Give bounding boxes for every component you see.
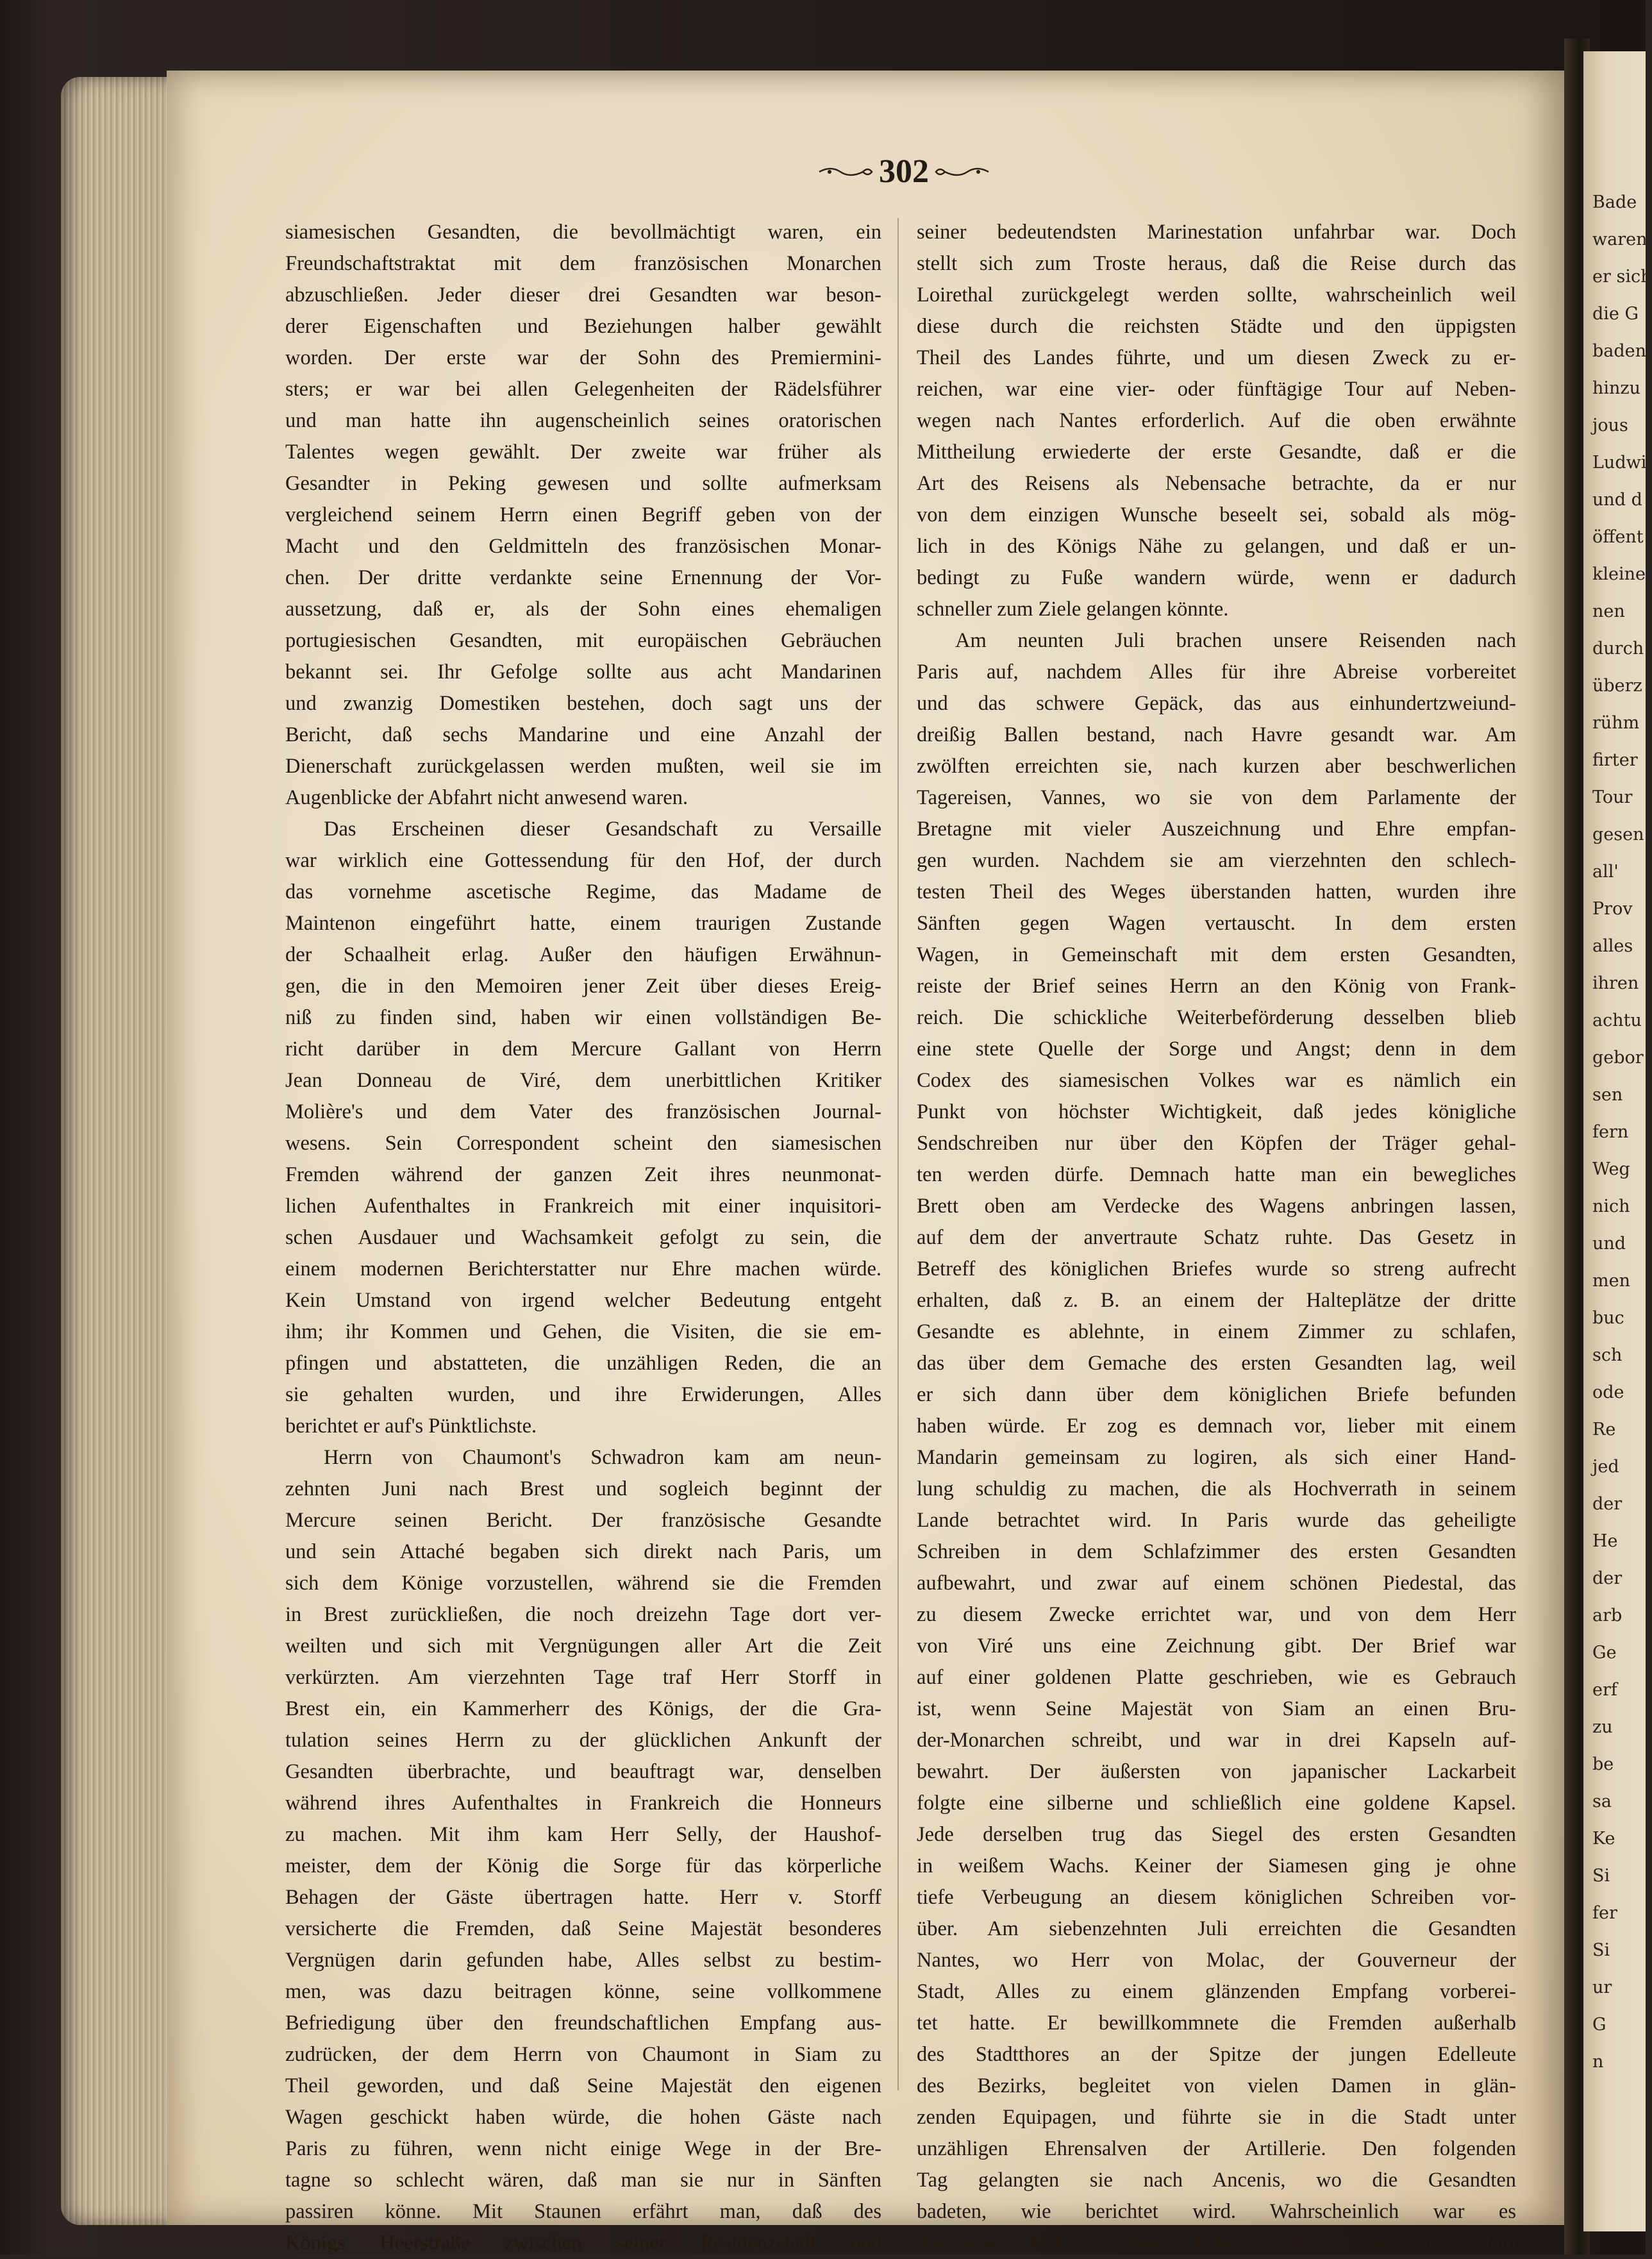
text-line: Mittheilung erwiederte der erste Gesandte, daß er die [917,441,1516,464]
next-page-fragment: und [1592,1234,1626,1254]
next-page-fragment: gesen [1592,825,1644,844]
text-line: sich dem Könige vorzustellen, während sie die Fremden [285,1572,881,1595]
next-page-fragment: baden, [1592,341,1652,361]
text-line: ist, wenn Seine Majestät von Siam an einen Bru- [917,1697,1516,1720]
next-page-fragment: sen [1592,1085,1623,1105]
text-line: und man hatte ihn augenscheinlich seines oratorischen [285,409,881,432]
text-line: richt darüber in dem Mercure Gallant von Herrn [285,1037,881,1061]
text-line: tiefe Verbeugung an diesem königlichen Schreiben vor- [917,1886,1516,1909]
text-line: reich. Die schickliche Weiterbeförderung desselben blieb [917,1006,1516,1029]
text-line: Lande betrachtet wird. In Paris wurde das geheiligte [917,1509,1516,1532]
text-line: niß zu finden sind, haben wir einen vollständigen Be- [285,1006,881,1029]
text-line: Befriedigung über den freundschaftlichen Empfang aus- [285,2011,881,2035]
text-line: bedingt zu Fuße wandern würde, wenn er dadurch [917,566,1516,589]
text-line: siamesischen Gesandten, die bevollmächtigt waren, ein [285,221,881,244]
text-line: auf einer goldenen Platte geschrieben, wie es Gebrauch [917,1666,1516,1689]
next-page-fragment: ode [1592,1382,1624,1402]
ornament-left-icon [818,162,876,181]
next-page-fragment: fer [1592,1903,1617,1923]
next-page-fragment: ihren [1592,973,1639,993]
text-line: einem modernen Berichterstatter nur Ehre machen würde. [285,1257,881,1281]
text-line: gen wurden. Nachdem sie am vierzehnten den schlech- [917,849,1516,872]
text-line: wesens. Sein Correspondent scheint den siamesischen [285,1132,881,1155]
text-line: worden. Der erste war der Sohn des Premiermini- [285,346,881,369]
text-line: Vergnügen darin gefunden habe, Alles selbst zu bestim- [285,1949,881,1972]
next-page-fragment: der [1592,1568,1623,1588]
text-line: Talentes wegen gewählt. Der zweite war früher als [285,441,881,464]
text-line: eine stete Quelle der Sorge und Angst; denn in dem [917,1037,1516,1061]
text-line: sters; er war bei allen Gelegenheiten der Rädelsführer [285,378,881,401]
next-page-fragment: He [1592,1531,1618,1551]
text-line: tulation seines Herrn zu der glücklichen Ankunft der [285,1729,881,1752]
next-page-fragment: ur [1592,1978,1612,1997]
text-line: Theil des Landes führte, und um diesen Zweck zu er- [917,346,1516,369]
text-line: abzuschließen. Jeder dieser drei Gesandten war beson- [285,283,881,307]
text-line: Paris auf, nachdem Alles für ihre Abreise vorbereitet [917,660,1516,684]
text-line: Das Erscheinen dieser Gesandschaft zu Versaille [324,818,881,841]
next-page-fragment: Si [1592,1866,1610,1886]
text-line: er sich dann über dem königlichen Briefe befunden [917,1383,1516,1406]
text-line: das erste Mal in ihrem Leben, daß sie so lange dem [917,2231,1516,2255]
text-line: Wagen, in Gemeinschaft mit dem ersten Gesandten, [917,943,1516,966]
text-line: testen Theil des Weges überstanden hatten, wurden ihre [917,880,1516,903]
text-line: zu machen. Mit ihm kam Herr Selly, der Haushof- [285,1823,881,1846]
text-line: Fremden während der ganzen Zeit ihres neunmonat- [285,1163,881,1186]
text-line: tagne so schlecht wären, daß man sie nur in Sänften [285,2169,881,2192]
text-line: Schreiben in dem Schlafzimmer des ersten Gesandten [917,1540,1516,1563]
next-page-fragment: nen [1592,601,1625,621]
next-page-fragment: all' [1592,862,1619,882]
text-line: war wirklich eine Gottessendung für den Hof, der durch [285,849,881,872]
ornament-right-icon [932,162,990,181]
text-line: Augenblicke der Abfahrt nicht anwesend waren. [285,786,688,809]
next-page-fragment: er sich [1592,267,1652,287]
next-page-fragment: Re [1592,1420,1616,1440]
text-line: das über dem Gemache des ersten Gesandten lag, weil [917,1352,1516,1375]
text-line: Tagereisen, Vannes, wo sie von dem Parlamente der [917,786,1516,809]
text-line: und sein Attaché begaben sich direkt nach Paris, um [285,1540,881,1563]
next-page-fragment: fern [1592,1122,1629,1142]
next-page-fragment: jed [1592,1457,1619,1477]
column-divider [897,218,899,2090]
text-line: Dienerschaft zurückgelassen werden mußten, weil sie im [285,755,881,778]
next-page-fragment: kleine [1592,564,1646,584]
next-page-fragment: sa [1592,1792,1612,1811]
text-line: tet hatte. Er bewillkommnete die Fremden außerhalb [917,2011,1516,2035]
text-column-right [917,217,1516,2259]
text-line: Mandarin gemeinsam zu logiren, als sich einer Hand- [917,1446,1516,1469]
text-line: Gesandter in Peking gewesen und sollte aufmerksam [285,472,881,495]
text-line: Paris zu führen, wenn nicht einige Wege in der Bre- [285,2137,881,2160]
text-line: versicherte die Fremden, daß Seine Majestät besonderes [285,1917,881,1940]
text-line: Gesandten überbrachte, und beauftragt war, denselben [285,1760,881,1783]
text-line: lichen Aufenthaltes in Frankreich mit einer inquisitori- [285,1195,881,1218]
page-edges [61,77,183,2225]
next-page-edge [1583,51,1652,2231]
text-line: Stadt, Alles zu einem glänzenden Empfang vorberei- [917,1980,1516,2003]
text-line: unzähligen Ehrensalven der Artillerie. Den folgenden [917,2137,1516,2160]
text-line: Am neunten Juli brachen unsere Reisenden nach [955,629,1516,652]
text-line: chen. Der dritte verdankte seine Ernennung der Vor- [285,566,881,589]
text-line: Jede derselben trug das Siegel des ersten Gesandten [917,1823,1516,1846]
text-line: auf dem der anvertraute Schatz ruhte. Das Gesetz in [917,1226,1516,1249]
text-line: Art des Reisens als Nebensache betrachte, da er nur [917,472,1516,495]
text-line: bewahrt. Der äußersten von japanischer Lackarbeit [917,1760,1516,1783]
next-page-fragment: sch [1592,1345,1623,1365]
text-line: sie gehalten wurden, und ihre Erwiderungen, Alles [285,1383,881,1406]
text-line: Maintenon eingeführt hatte, einem traurigen Zustande [285,912,881,935]
text-line: Tag gelangten sie nach Ancenis, wo die Gesandten [917,2169,1516,2192]
next-page-fragment: hinzu [1592,378,1641,398]
next-page-fragment: G [1592,2015,1606,2035]
next-page-fragment: zu [1592,1717,1613,1737]
next-page-fragment: nich [1592,1197,1630,1216]
text-line: Bericht, daß sechs Mandarine und eine Anzahl der [285,723,881,746]
next-page-fragment: öffent [1592,527,1644,547]
next-page-fragment: men [1592,1271,1630,1291]
text-line: stellt sich zum Troste heraus, daß die Reise durch das [917,252,1516,275]
next-page-fragment: erf [1592,1680,1617,1700]
text-line: zehnten Juni nach Brest und sogleich beginnt der [285,1477,881,1500]
next-page-fragment: Si [1592,1940,1610,1960]
next-page-fragment: n [1592,2052,1604,2072]
text-line: Brest ein, ein Kammerherr des Königs, der die Gra- [285,1697,881,1720]
next-page-fragment: durch [1592,639,1644,659]
next-page-fragment: arb [1592,1606,1623,1625]
next-page-fragment: Tour [1592,787,1633,807]
text-line: Jean Donneau de Viré, dem unerbittlichen Kritiker [285,1069,881,1092]
next-page-fragment: Ge [1592,1643,1617,1663]
text-line: des Stadtthores an der Spitze der jungen Edelleute [917,2043,1516,2066]
text-line: bekannt sei. Ihr Gefolge sollte aus acht Mandarinen [285,660,881,684]
text-line: der Schaalheit erlag. Außer den häufigen Erwähnun- [285,943,881,966]
text-line: und zwanzig Domestiken bestehen, doch sagt uns der [285,692,881,715]
next-page-fragment: achtu [1592,1011,1642,1030]
text-line: Behagen der Gäste übertragen hatte. Herr v. Storff [285,1886,881,1909]
next-page-fragment: waren [1592,230,1648,249]
text-line: zudrücken, der dem Herrn von Chaumont in Siam zu [285,2043,881,2066]
text-line: Freundschaftstraktat mit dem französischen Monarchen [285,252,881,275]
text-line: der-Monarchen schreibt, und war in drei Kapseln auf- [917,1729,1516,1752]
text-line: Mercure seinen Bericht. Der französische Gesandte [285,1509,881,1532]
text-line: Loirethal zurückgelegt werden sollte, wahrscheinlich weil [917,283,1516,307]
text-line: Nantes, wo Herr von Molac, der Gouverneur der [917,1949,1516,1972]
text-line: aussetzung, daß er, als der Sohn eines ehemaligen [285,598,881,621]
text-line: schen Ausdauer und Wachsamkeit gefolgt zu sein, die [285,1226,881,1249]
text-line: Sendschreiben nur über den Köpfen der Träger gehal- [917,1132,1516,1155]
next-page-fragment: Weg [1592,1159,1630,1179]
text-line: von dem einzigen Wunsche beseelt sei, sobald als mög- [917,503,1516,526]
text-line: das vornehme ascetische Regime, das Madame de [285,880,881,903]
text-line: Molière's und dem Vater des französischen Journal- [285,1100,881,1123]
next-page-fragment: be [1592,1754,1614,1774]
text-line: lung schuldig zu machen, die als Hochverrath in seinem [917,1477,1516,1500]
next-page-fragment: jous [1592,416,1628,435]
text-line: erhalten, daß z. B. an einem der Halteplätze der dritte [917,1289,1516,1312]
text-line: Punkt von höchster Wichtigkeit, daß jedes königliche [917,1100,1516,1123]
text-line: während ihres Aufenthaltes in Frankreich die Honneurs [285,1792,881,1815]
text-line: diese durch die reichsten Städte und den üppigsten [917,315,1516,338]
next-page-fragment: Bade [1592,192,1637,212]
text-line: passiren könne. Mit Staunen erfährt man, daß des [285,2200,881,2223]
text-line: des Bezirks, begleitet von vielen Damen in glän- [917,2074,1516,2097]
next-page-fragment: und d [1592,490,1642,510]
text-line: zenden Equipagen, und führte sie in die Stadt unter [917,2106,1516,2129]
text-line: Sänften gegen Wagen vertauscht. In dem ersten [917,912,1516,935]
text-line: in weißem Wachs. Keiner der Siamesen ging je ohne [917,1854,1516,1877]
text-line: zu diesem Zwecke errichtet war, und von dem Herr [917,1603,1516,1626]
text-line: ten werden dürfe. Demnach hatte man ein bewegliches [917,1163,1516,1186]
text-line: reichen, war eine vier- oder fünftägige Tour auf Neben- [917,378,1516,401]
text-line: men, was dazu beitragen könne, seine vollkommene [285,1980,881,2003]
text-line: verkürzten. Am vierzehnten Tage traf Herr Storff in [285,1666,881,1689]
text-line: Herrn von Chaumont's Schwadron kam am neun- [324,1446,881,1469]
next-page-fragment: rühm [1592,713,1640,733]
text-line: Königs Heerstraße zwischen seiner Residenzstadt und [285,2231,881,2255]
next-page-fragment: buc [1592,1308,1624,1328]
next-page-fragment: alles [1592,936,1633,956]
text-line: über. Am siebenzehnten Juli erreichten die Gesandten [917,1917,1516,1940]
text-line: ihm; ihr Kommen und Gehen, die Visiten, die sie em- [285,1320,881,1343]
text-line: Brett oben am Verdecke des Wagens anbringen lassen, [917,1195,1516,1218]
text-line: haben würde. Er zog es demnach vor, lieber mit einem [917,1415,1516,1438]
text-line: meister, dem der König die Sorge für das körperliche [285,1854,881,1877]
text-line: berichtet er auf's Pünktlichste. [285,1415,537,1438]
text-line: reiste der Brief seines Herrn an den König von Frank- [917,975,1516,998]
text-line: lich in des Königs Nähe zu gelangen, und daß er un- [917,535,1516,558]
text-line: Macht und den Geldmitteln des französischen Monar- [285,535,881,558]
next-page-fragment: Prov [1592,899,1633,919]
text-line: Gesandte es ablehnte, in einem Zimmer zu schlafen, [917,1320,1516,1343]
text-line: zwölften erreichten sie, nach kurzen aber beschwerlichen [917,755,1516,778]
text-line: Theil geworden, und daß Seine Majestät den eigenen [285,2074,881,2097]
next-page-fragment: gebor [1592,1048,1644,1068]
text-line: von Viré uns eine Zeichnung gibt. Der Brief war [917,1634,1516,1658]
text-column-left [285,217,881,2259]
text-line: vergleichend seinem Herrn einen Begriff geben von der [285,503,881,526]
next-page-fragment: firter [1592,750,1638,770]
text-line: und das schwere Gepäck, das aus einhundertzweiund- [917,692,1516,715]
text-line: Wagen geschickt haben würde, die hohen Gäste nach [285,2106,881,2129]
next-page-fragment: der [1592,1494,1623,1514]
text-line: derer Eigenschaften und Beziehungen halber gewählt [285,315,881,338]
text-line: Betreff des königlichen Briefes wurde so streng aufrecht [917,1257,1516,1281]
text-line: Bretagne mit vieler Auszeichnung und Ehre empfan- [917,818,1516,841]
next-page-fragment: überz [1592,676,1642,696]
page-number: 302 [879,153,929,190]
text-line: folgte eine silberne und schließlich eine goldene Kapsel. [917,1792,1516,1815]
text-line: pfingen und abstatteten, die unzähligen Reden, die an [285,1352,881,1375]
text-line: weilten und sich mit Vergnügungen aller Art die Zeit [285,1634,881,1658]
text-line: badeten, wie berichtet wird. Wahrscheinlich war es [917,2200,1516,2223]
text-line: aufbewahrt, und zwar auf einem schönen Piedestal, das [917,1572,1516,1595]
text-line: dreißig Ballen bestand, nach Havre gesandt war. Am [917,723,1516,746]
text-line: Kein Umstand von irgend welcher Bedeutung entgeht [285,1289,881,1312]
text-line: seiner bedeutendsten Marinestation unfahrbar war. Doch [917,221,1516,244]
text-line: wegen nach Nantes erforderlich. Auf die oben erwähnte [917,409,1516,432]
text-line: gen, die in den Memoiren jener Zeit über dieses Ereig- [285,975,881,998]
next-page-fragment: Ke [1592,1829,1615,1849]
text-line: in Brest zurückließen, die noch dreizehn Tage dort ver- [285,1603,881,1626]
text-line: Codex des siamesischen Volkes war es nämlich ein [917,1069,1516,1092]
next-page-fragment: Ludwi [1592,453,1647,473]
next-page-fragment: die G [1592,304,1639,324]
text-line: schneller zum Ziele gelangen könnte. [917,598,1229,621]
page-header [801,153,1006,197]
text-line: portugiesischen Gesandten, mit europäischen Gebräuchen [285,629,881,652]
